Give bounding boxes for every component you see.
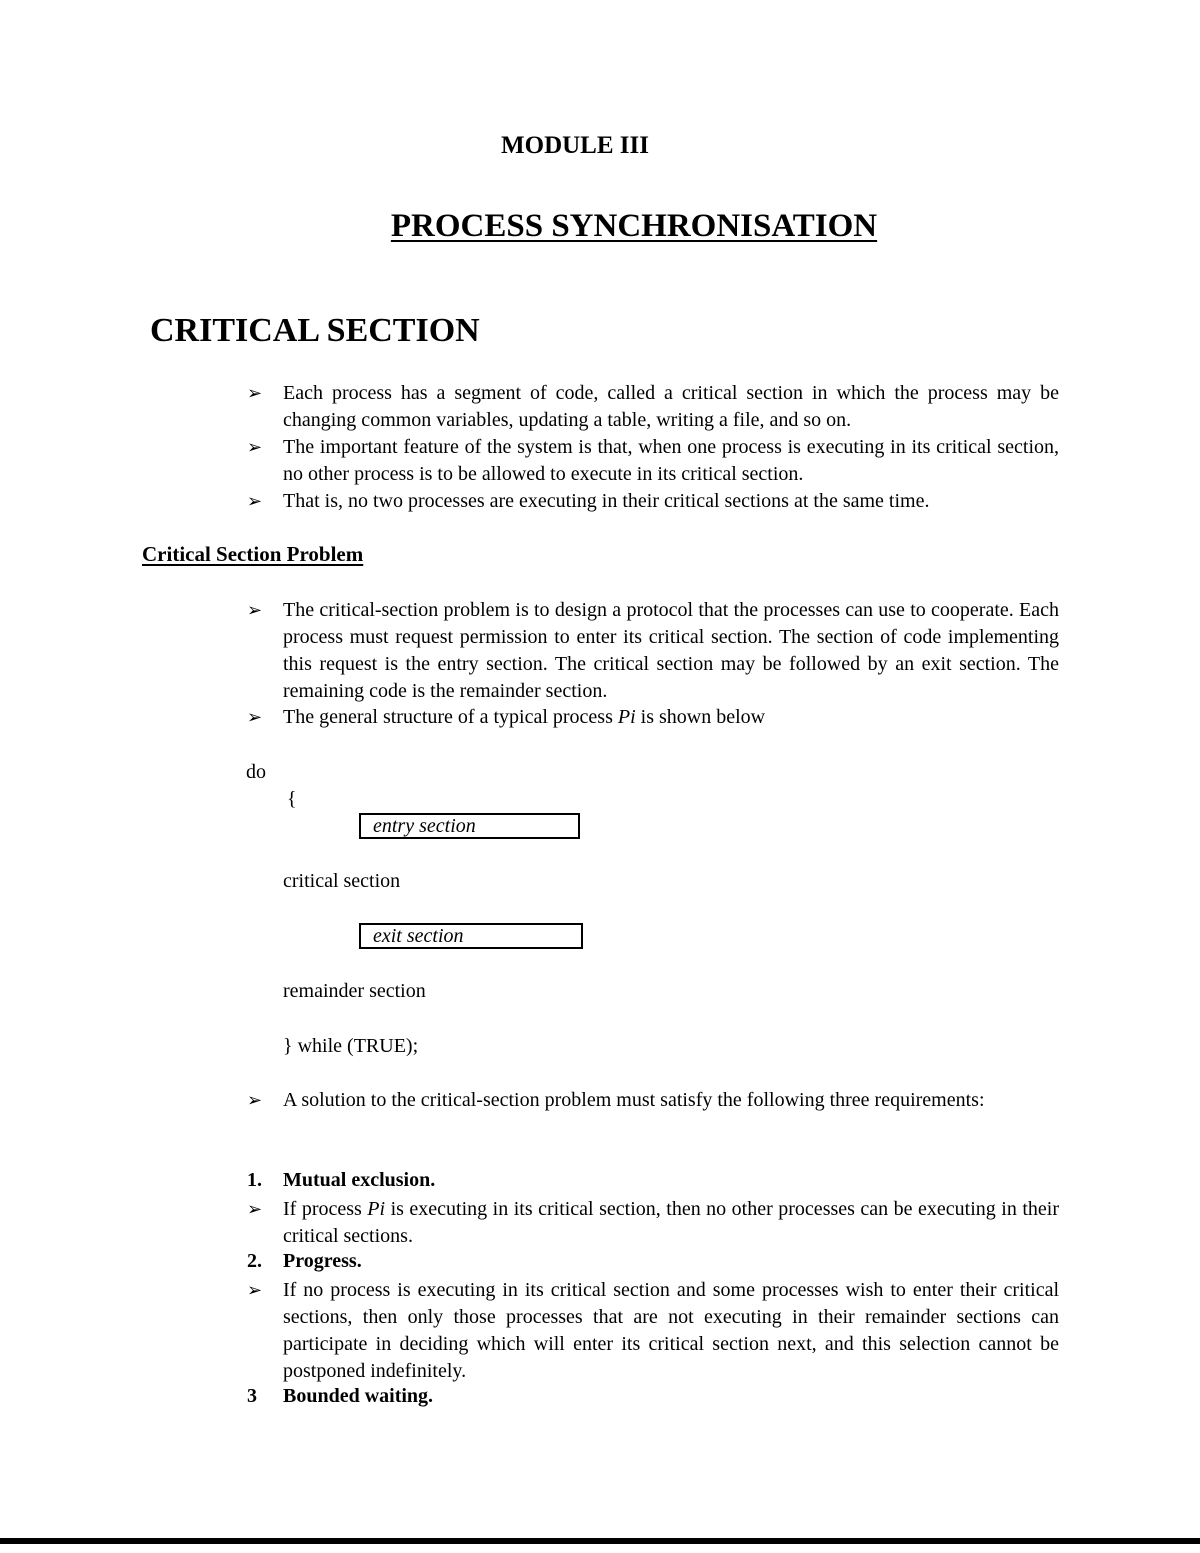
code-critical-section: critical section <box>283 870 401 892</box>
requirement-number: 3 <box>247 1385 257 1407</box>
arrowhead-bullet-icon: ➢ <box>247 1199 263 1219</box>
bullet-text: A solution to the critical-section problem must satisfy the following three requirements: <box>283 1089 985 1111</box>
bullet-text-part: is shown below <box>635 706 766 728</box>
arrowhead-bullet-icon: ➢ <box>247 437 263 457</box>
code-while: } while (TRUE); <box>283 1035 419 1057</box>
bullet-text-part: If process <box>283 1198 368 1220</box>
requirement-heading <box>247 1385 433 1408</box>
process-variable: Pi <box>367 1198 386 1220</box>
bullet-text: If no process is executing in its critical section and some processes wish to enter their critical sections, then only those processes that are not executing in their remainder sections can participate in deciding which will enter its critical section next, and this selection cannot be postponed indefinitely. <box>283 1279 1059 1382</box>
page-title: PROCESS SYNCHRONISATION <box>390 208 878 244</box>
bullet-text-part: is executing in its critical section, then no other processes can be executing in their critical sections. <box>283 1198 1059 1247</box>
bullet-text-part: The general structure of a typical process <box>283 706 618 728</box>
bullet-item <box>247 434 1059 488</box>
bullet-text: The important feature of the system is that, when one process is executing in its critical section, no other process is to be allowed to execute in its critical section. <box>283 436 1059 485</box>
requirement-title: Bounded waiting. <box>283 1385 434 1407</box>
arrowhead-bullet-icon: ➢ <box>247 1090 263 1110</box>
bullet-text: Each process has a segment of code, called a critical section in which the process may be changing common variables, updating a table, writing a file, and so on. <box>283 382 1059 431</box>
requirement-heading <box>247 1169 435 1192</box>
arrowhead-bullet-icon: ➢ <box>247 600 263 620</box>
bullet-text: That is, no two processes are executing in their critical sections at the same time. <box>283 490 930 512</box>
bullet-item <box>247 1277 1059 1385</box>
bullet-text <box>283 704 1059 731</box>
bullet-text <box>283 1196 1059 1250</box>
arrowhead-bullet-icon: ➢ <box>247 707 263 727</box>
bullet-item <box>247 380 1059 434</box>
entry-section-box: entry section <box>359 813 580 839</box>
requirement-number: 1. <box>247 1169 262 1191</box>
process-variable: Pi <box>617 706 636 728</box>
arrowhead-bullet-icon: ➢ <box>247 1280 263 1300</box>
module-label: MODULE III <box>501 132 649 159</box>
requirement-title: Mutual exclusion. <box>283 1169 436 1191</box>
code-remainder-section: remainder section <box>283 980 426 1002</box>
page-bottom-rule <box>0 1538 1200 1544</box>
requirement-heading <box>247 1250 362 1273</box>
arrowhead-bullet-icon: ➢ <box>247 491 263 511</box>
code-do: do <box>246 761 266 783</box>
code-open-brace: { <box>287 788 297 810</box>
bullet-item <box>247 597 1059 705</box>
bullet-item <box>247 1087 1059 1114</box>
exit-section-box: exit section <box>359 923 583 949</box>
requirement-title: Progress. <box>283 1250 362 1272</box>
section-heading-critical-section: CRITICAL SECTION <box>150 312 480 349</box>
requirement-number: 2. <box>247 1250 262 1272</box>
arrowhead-bullet-icon: ➢ <box>247 383 263 403</box>
bullet-item <box>247 1196 1059 1250</box>
sub-heading-critical-section-problem: Critical Section Problem <box>142 542 364 566</box>
bullet-item <box>247 488 1059 515</box>
bullet-text: The critical-section problem is to design a protocol that the processes can use to cooperate. Each process must request permission to enter its critical section. The section of code implementing this request is the entry section. The critical section may be followed by an exit section. The remaining code is the remainder section. <box>283 599 1059 702</box>
bullet-item <box>247 704 1059 731</box>
